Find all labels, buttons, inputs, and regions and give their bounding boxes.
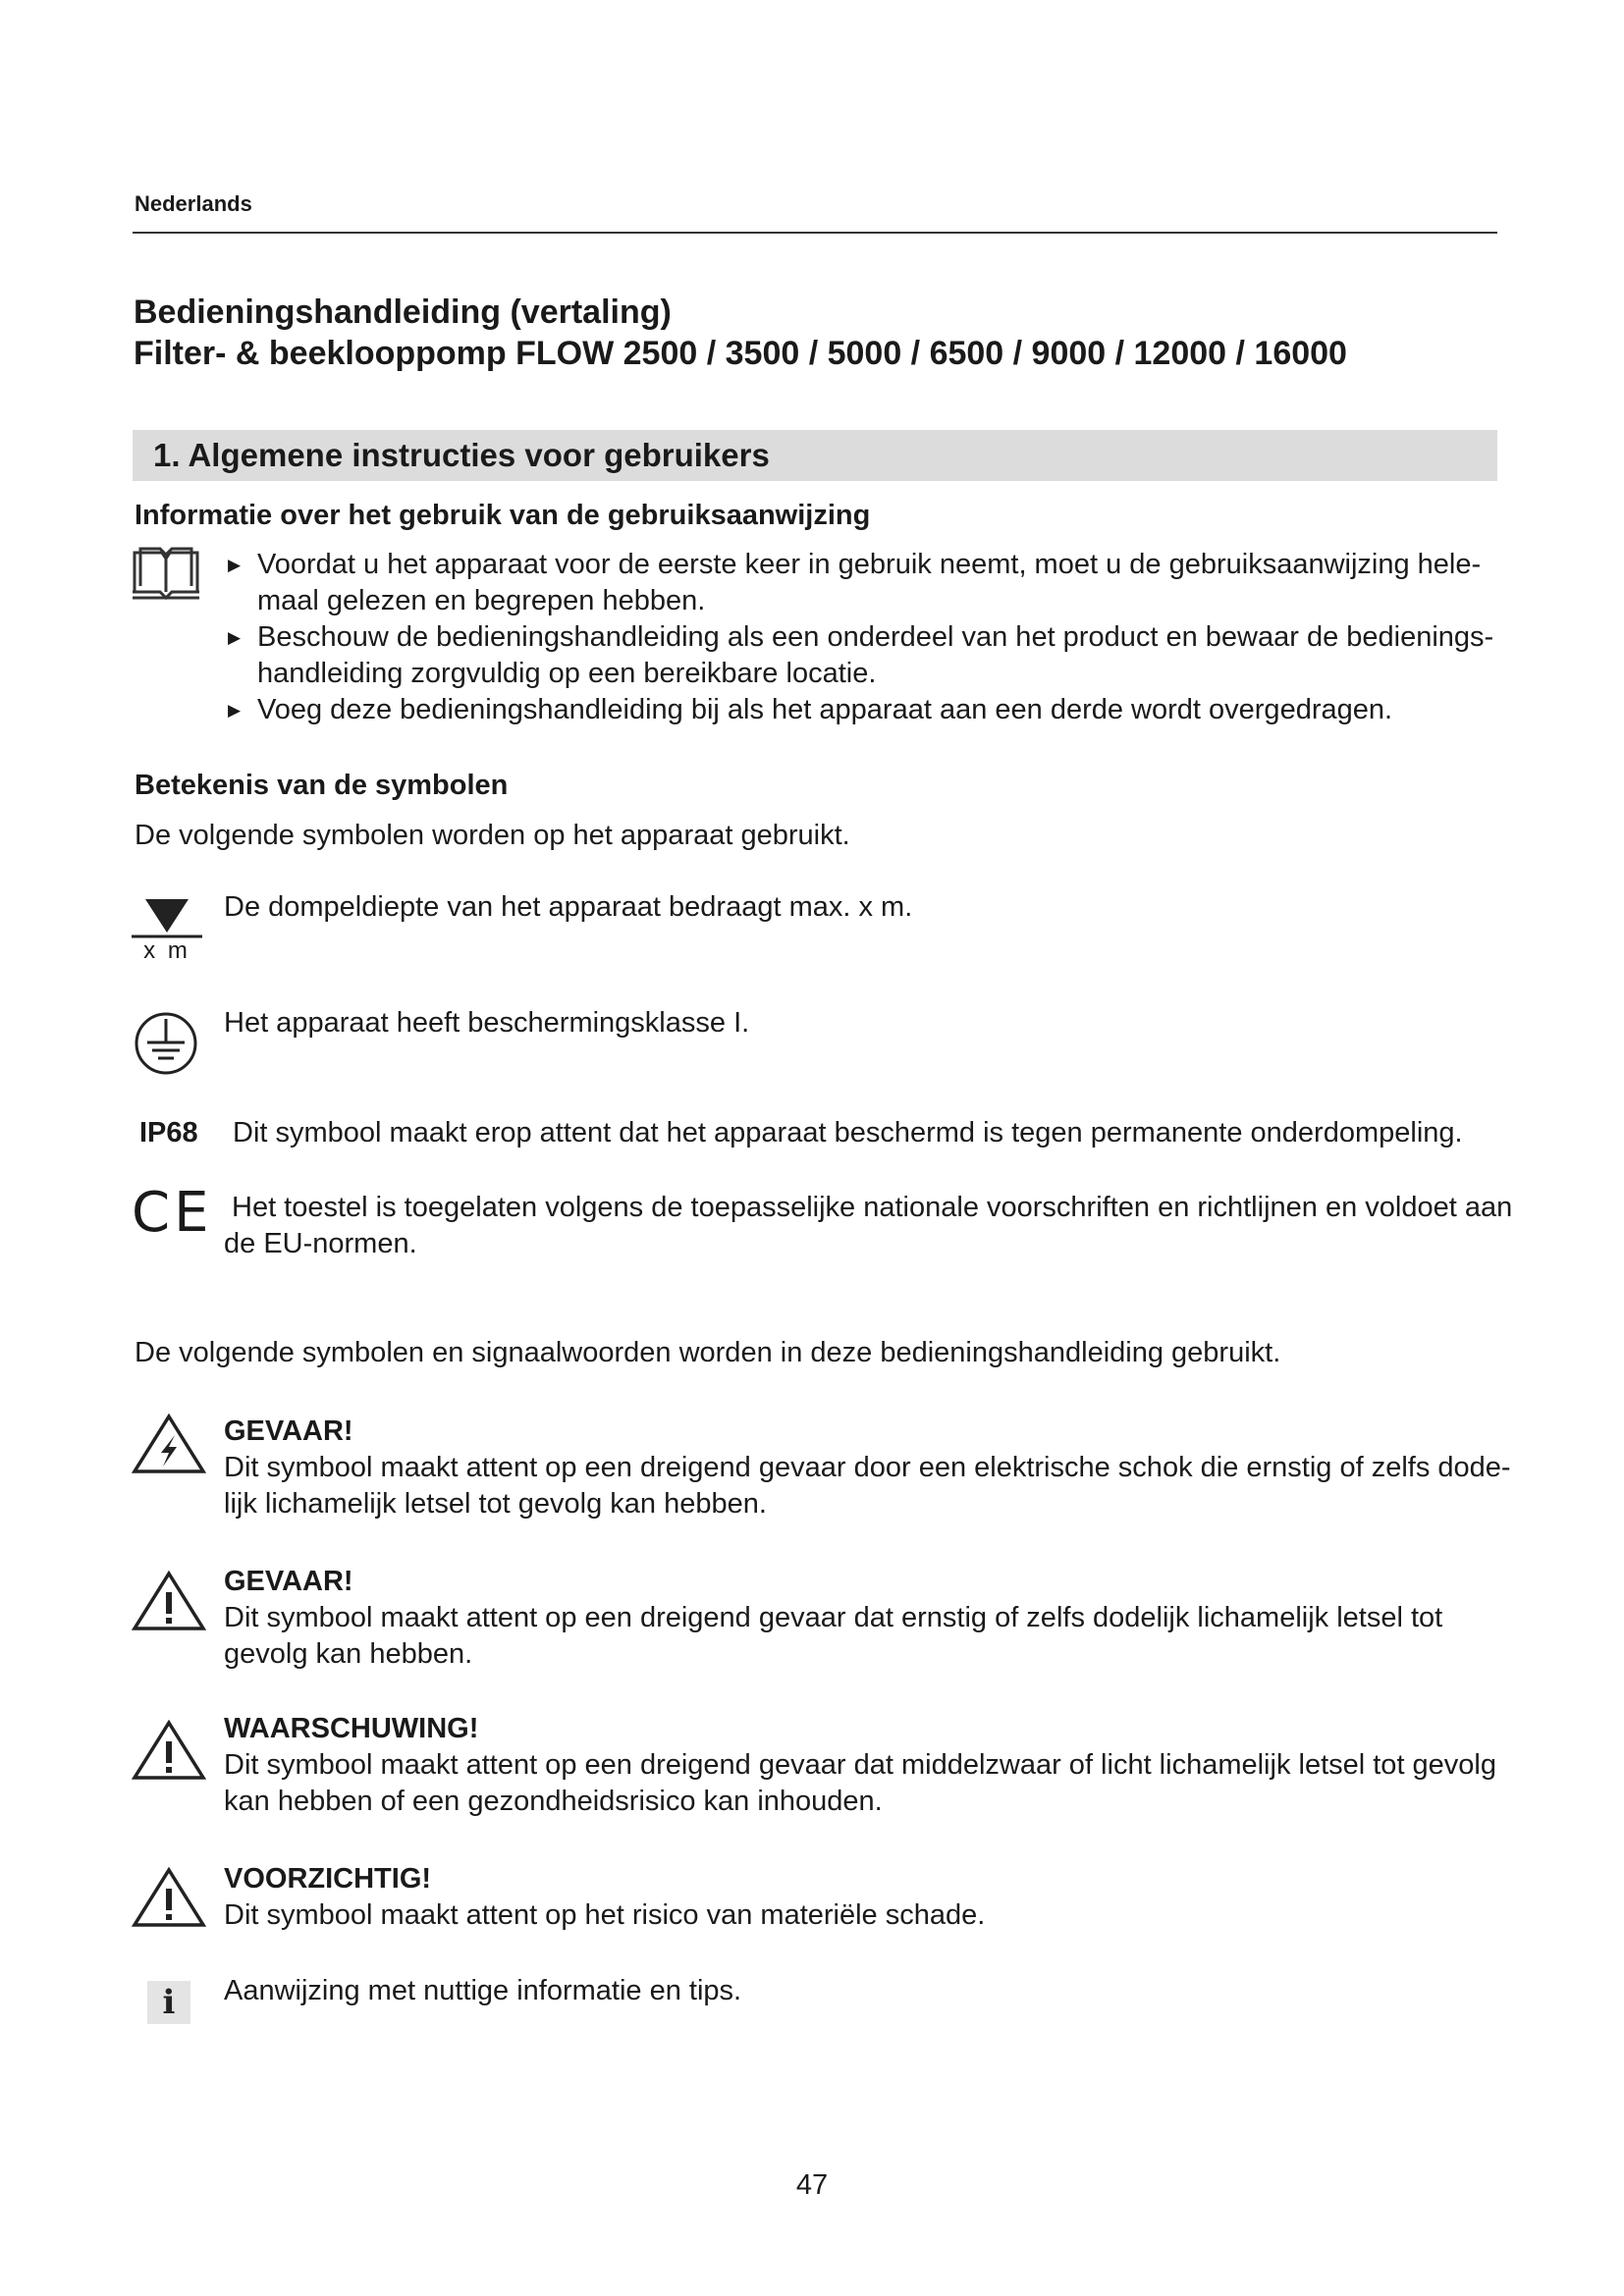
section-heading: 1. Algemene instructies voor gebruikers (153, 437, 770, 473)
manual-symbols-intro: De volgende symbolen en signaalwoorden worden in deze bedieningshandleiding gebruikt. (135, 1337, 1281, 1368)
bullet-triangle-icon: ▶ (228, 628, 242, 647)
warning-text-line1: Dit symbool maakt attent op een dreigend gevaar dat middelzwaar of licht lichamelijk letsel tot gevolg (224, 1749, 1497, 1781)
header-rule (133, 232, 1497, 234)
ce-description-line1: Het toestel is toegelaten volgens de toepasselijke nationale voorschriften en richtlijnen en voldoet aan (232, 1192, 1513, 1223)
info-icon: i (147, 1981, 190, 2024)
warning-title: GEVAAR! (224, 1415, 353, 1447)
warning-title: WAARSCHUWING! (224, 1713, 479, 1744)
bullet-triangle-icon: ▶ (228, 701, 242, 720)
protection-class-description: Het apparaat heeft beschermingsklasse I. (224, 1007, 750, 1039)
bullet-triangle-icon: ▶ (228, 556, 242, 574)
ce-description-line2: de EU-normen. (224, 1228, 417, 1259)
warning-triangle-icon (132, 1867, 206, 1933)
depth-icon: x m (130, 895, 204, 966)
warning-title: VOORZICHTIG! (224, 1863, 432, 1895)
list-item: ▶ Beschouw de bedieningshandleiding als een onderdeel van het product en bewaar de bedienings- handleiding zorgvuldig op een bereikbare locatie. (228, 621, 1494, 689)
warning-text-line2: lijk lichamelijk letsel tot gevolg kan hebben. (224, 1488, 767, 1520)
protective-earth-icon (134, 1011, 198, 1081)
info-tip-text: Aanwijzing met nuttige informatie en tips. (224, 1975, 742, 2006)
page-number: 47 (795, 2169, 829, 2201)
book-icon (131, 545, 201, 607)
depth-description: De dompeldiepte van het apparaat bedraagt max. x m. (224, 891, 913, 923)
list-item: ▶ Voordat u het apparaat voor de eerste keer in gebruik neemt, moet u de gebruiksaanwijzing hele- maal gelezen en begrepen hebben. (228, 549, 1482, 616)
list-item: ▶ Voeg deze bedieningshandleiding bij als het apparaat aan een derde wordt overgedragen. (228, 692, 1494, 728)
language-label: Nederlands (135, 191, 252, 216)
warning-text-line1: Dit symbool maakt attent op een dreigend gevaar door een elektrische schok die ernstig of zelfs dode- (224, 1452, 1511, 1483)
warning-text-line1: Dit symbool maakt attent op een dreigend gevaar dat ernstig of zelfs dodelijk lichamelijk letsel tot (224, 1602, 1443, 1633)
warning-text-line2: gevolg kan hebben. (224, 1638, 473, 1670)
warning-triangle-icon (132, 1571, 206, 1636)
warning-triangle-icon (132, 1720, 206, 1786)
ip68-label: IP68 (139, 1117, 198, 1148)
symbols-heading: Betekenis van de symbolen (135, 770, 509, 801)
electric-hazard-icon (132, 1414, 206, 1479)
document-title: Bedieningshandleiding (vertaling) (134, 294, 672, 331)
info-heading: Informatie over het gebruik van de gebruiksaanwijzing (135, 500, 871, 531)
warning-title: GEVAAR! (224, 1566, 353, 1597)
product-title: Filter- & beeklooppomp FLOW 2500 / 3500 / 5000 / 6500 / 9000 / 12000 / 16000 (134, 335, 1347, 372)
symbols-intro: De volgende symbolen worden op het apparaat gebruikt. (135, 820, 850, 851)
ip68-description: Dit symbool maakt erop attent dat het apparaat beschermd is tegen permanente onderdompeling. (233, 1117, 1463, 1148)
warning-text-line2: kan hebben of een gezondheidsrisico kan inhouden. (224, 1786, 883, 1817)
ce-mark-icon: CE (132, 1181, 213, 1245)
warning-text-line1: Dit symbool maakt attent op het risico van materiële schade. (224, 1899, 986, 1931)
